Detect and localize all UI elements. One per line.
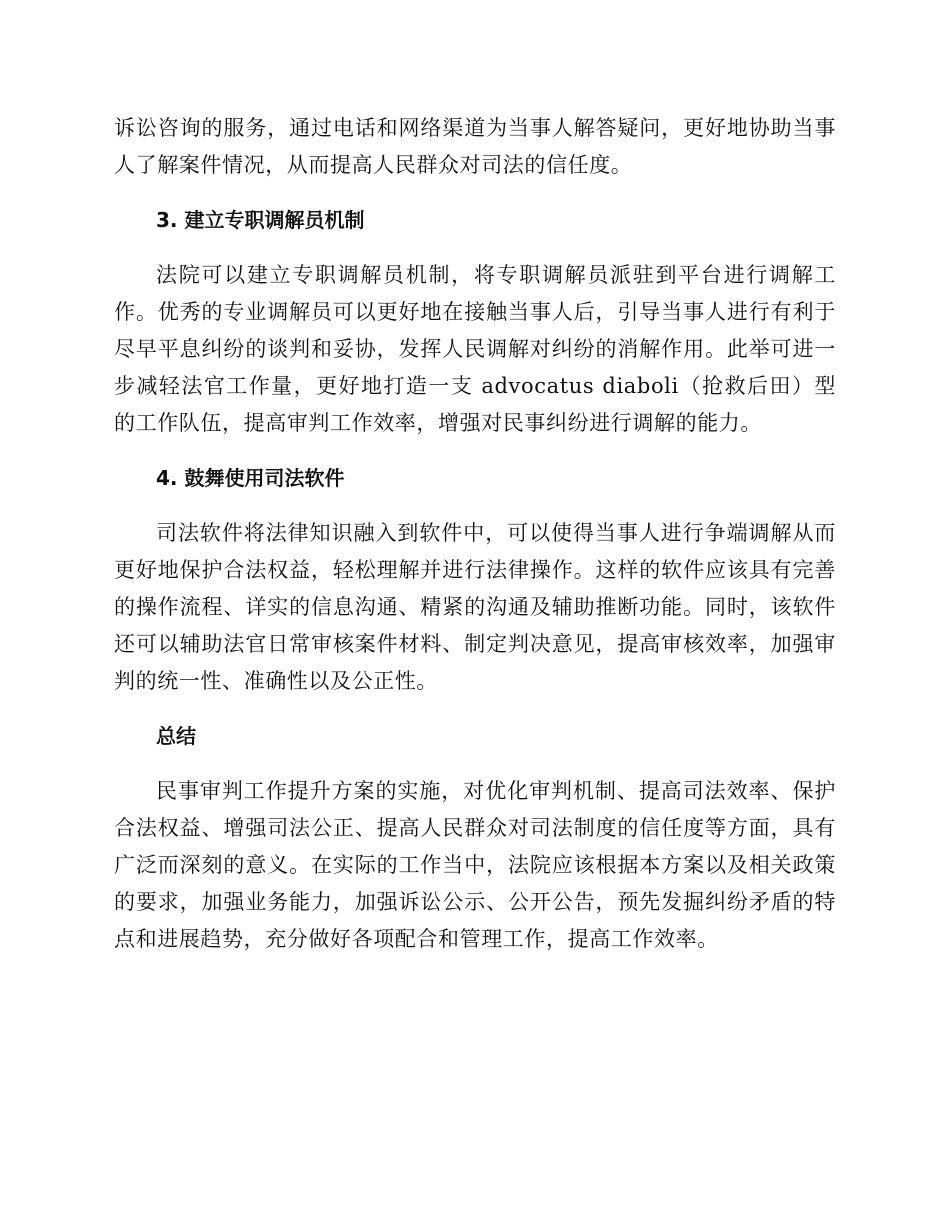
paragraph-continuation: 诉讼咨询的服务，通过电话和网络渠道为当事人解答疑问，更好地协助当事人了解案件情况，从而提高人民群众对司法的信任度。 [114, 116, 836, 177]
section-heading-summary: 总结 [156, 724, 196, 748]
section-heading-4: 4. 鼓舞使用司法软件 [156, 466, 345, 490]
section-heading-3: 3. 建立专职调解员机制 [156, 208, 365, 232]
paragraph-section-4: 司法软件将法律知识融入到软件中，可以使得当事人进行争端调解从而更好地保护合法权益，轻松理解并进行法律操作。这样的软件应该具有完善的操作流程、详实的信息沟通、精紧的沟通及辅助推断功能。同时，该软件还可以辅助法官日常审核案件材料、制定判决意见，提高审核效率，加强审判的统一性、准确性以及公正性。 [114, 521, 836, 693]
paragraph-section-3: 法院可以建立专职调解员机制，将专职调解员派驻到平台进行调解工作。优秀的专业调解员可以更好地在接触当事人后，引导当事人进行有利于尽早平息纠纷的谈判和妥协，发挥人民调解对纠纷的消解作用。此举可进一步减轻法官工作量，更好地打造一支 advocatus diaboli（抢救后田）型的工作队伍，提高审判工作效率，增强对民事纠纷进行调解的能力。 [114, 263, 836, 435]
document-body [114, 110, 836, 958]
paragraph-summary: 民事审判工作提升方案的实施，对优化审判机制、提高司法效率、保护合法权益、增强司法公正、提高人民群众对司法制度的信任度等方面，具有广泛而深刻的意义。在实际的工作当中，法院应该根据本方案以及相关政策的要求，加强业务能力，加强诉讼公示、公开公告，预先发掘纠纷矛盾的特点和进展趋势，充分做好各项配合和管理工作，提高工作效率。 [114, 779, 836, 951]
